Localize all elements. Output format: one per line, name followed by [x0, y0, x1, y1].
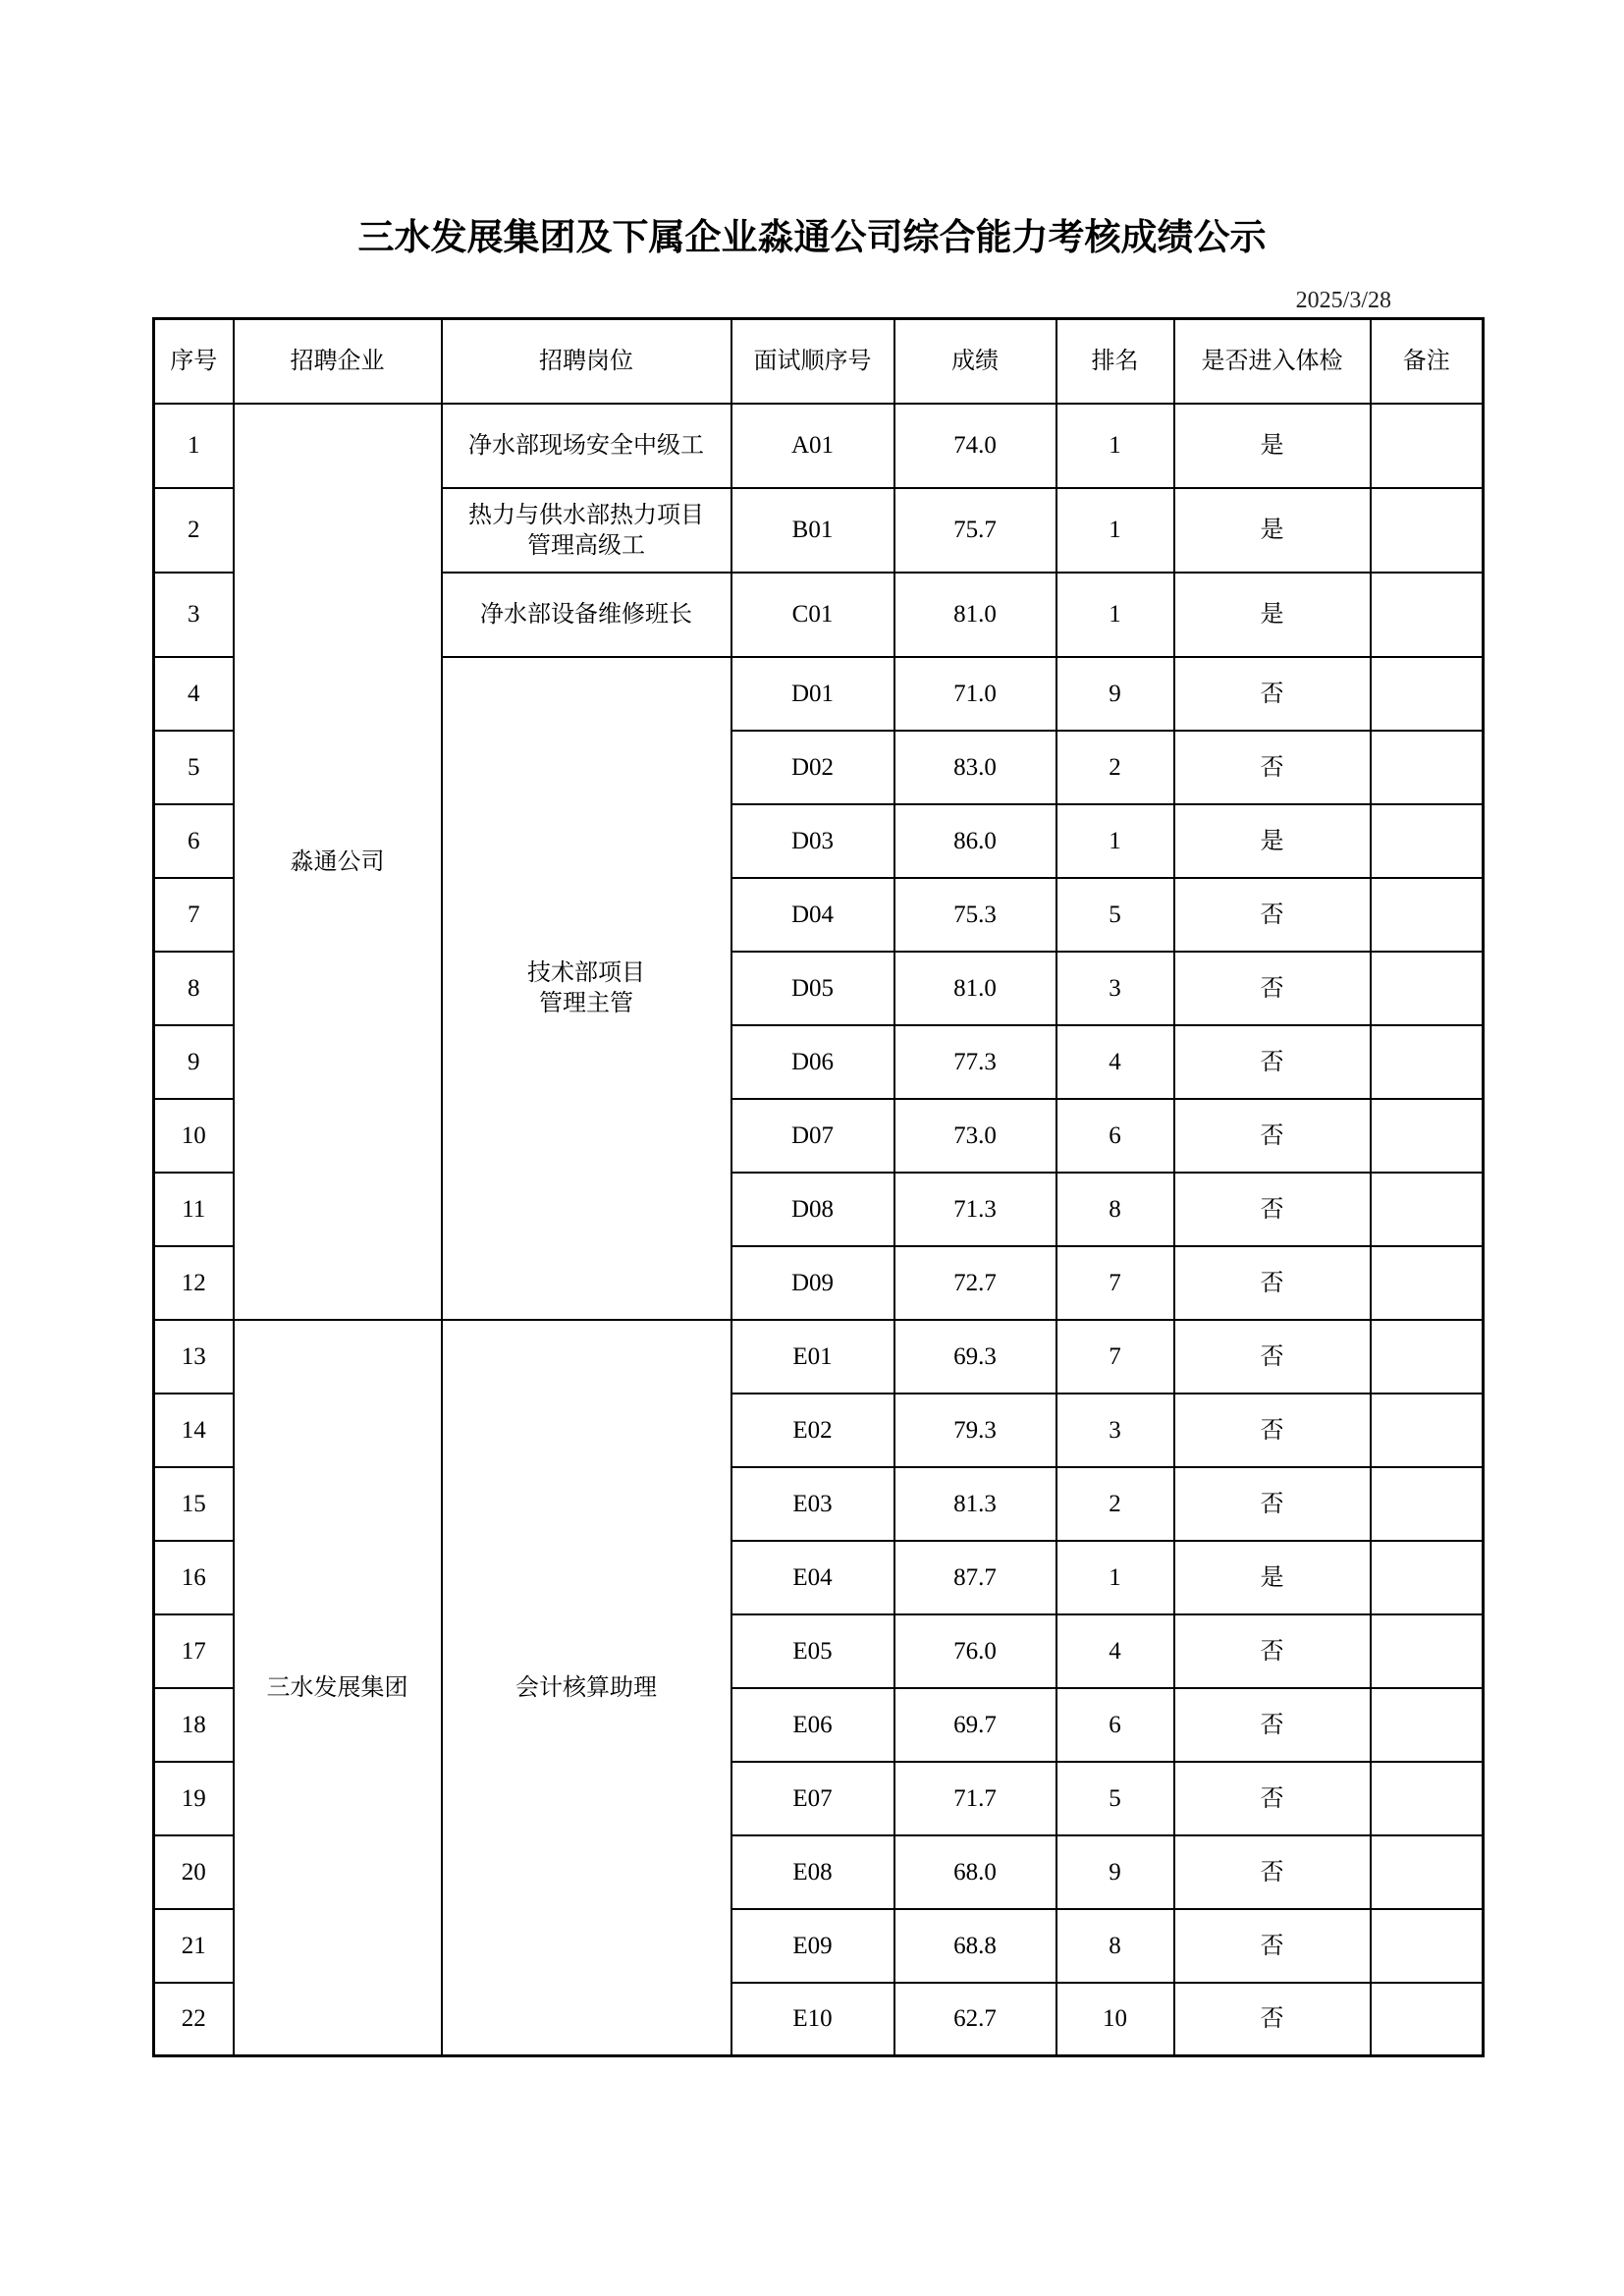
document-title: 三水发展集团及下属企业淼通公司综合能力考核成绩公示: [357, 216, 1267, 258]
row-seq-cell: 2: [154, 488, 234, 573]
table-header-row: [154, 319, 1484, 404]
score-cell: 75.7: [894, 488, 1056, 573]
score-cell: 73.0: [894, 1099, 1056, 1173]
position-cell: [442, 657, 731, 1320]
position-name: 技术部项目 管理主管: [527, 958, 645, 1016]
header-medical-exam: 是否进入体检: [1174, 319, 1371, 404]
header-rank: 排名: [1056, 319, 1174, 404]
header-company: 招聘企业: [234, 319, 442, 404]
remarks-cell: [1371, 1909, 1484, 1983]
position-cell: [442, 1320, 731, 2056]
interview-order-cell: C01: [731, 573, 894, 657]
interview-order-cell: E08: [731, 1835, 894, 1909]
remarks-cell: [1371, 1983, 1484, 2056]
medical-exam-cell: 是: [1174, 1541, 1371, 1614]
score-cell: 74.0: [894, 404, 1056, 488]
score-cell: 68.8: [894, 1909, 1056, 1983]
medical-exam-cell: 是: [1174, 804, 1371, 878]
rank-cell: 9: [1056, 657, 1174, 731]
position-cell: [442, 573, 731, 657]
rank-cell: 3: [1056, 1394, 1174, 1467]
medical-exam-cell: 是: [1174, 404, 1371, 488]
remarks-cell: [1371, 1688, 1484, 1762]
row-seq-cell: 4: [154, 657, 234, 731]
rank-cell: 1: [1056, 404, 1174, 488]
remarks-cell: [1371, 804, 1484, 878]
remarks-cell: [1371, 488, 1484, 573]
row-seq-cell: 3: [154, 573, 234, 657]
row-seq-cell: 9: [154, 1025, 234, 1099]
remarks-cell: [1371, 1320, 1484, 1394]
rank-cell: 4: [1056, 1025, 1174, 1099]
row-seq-cell: 14: [154, 1394, 234, 1467]
table-row: [154, 1320, 1484, 1394]
interview-order-cell: E06: [731, 1688, 894, 1762]
row-seq-cell: 21: [154, 1909, 234, 1983]
score-cell: 81.3: [894, 1467, 1056, 1541]
position-name: 净水部设备维修班长: [480, 600, 692, 628]
row-seq-cell: 8: [154, 952, 234, 1025]
document-date: 2025/3/28: [1295, 288, 1391, 313]
remarks-cell: [1371, 1541, 1484, 1614]
medical-exam-cell: 否: [1174, 1173, 1371, 1246]
rank-cell: 4: [1056, 1614, 1174, 1688]
header-position: 招聘岗位: [442, 319, 731, 404]
score-cell: 72.7: [894, 1246, 1056, 1320]
interview-order-cell: D04: [731, 878, 894, 952]
medical-exam-cell: 否: [1174, 1320, 1371, 1394]
rank-cell: 7: [1056, 1320, 1174, 1394]
interview-order-cell: D03: [731, 804, 894, 878]
remarks-cell: [1371, 1025, 1484, 1099]
interview-order-cell: E10: [731, 1983, 894, 2056]
rank-cell: 3: [1056, 952, 1174, 1025]
rank-cell: 7: [1056, 1246, 1174, 1320]
rank-cell: 1: [1056, 804, 1174, 878]
interview-order-cell: D07: [731, 1099, 894, 1173]
medical-exam-cell: 否: [1174, 952, 1371, 1025]
score-cell: 81.0: [894, 573, 1056, 657]
remarks-cell: [1371, 1099, 1484, 1173]
row-seq-cell: 18: [154, 1688, 234, 1762]
company-cell: [234, 404, 442, 1320]
row-seq-cell: 22: [154, 1983, 234, 2056]
medical-exam-cell: 否: [1174, 731, 1371, 804]
remarks-cell: [1371, 1467, 1484, 1541]
score-cell: 62.7: [894, 1983, 1056, 2056]
interview-order-cell: E01: [731, 1320, 894, 1394]
row-seq-cell: 5: [154, 731, 234, 804]
score-cell: 71.7: [894, 1762, 1056, 1835]
remarks-cell: [1371, 1246, 1484, 1320]
medical-exam-cell: 否: [1174, 1099, 1371, 1173]
header-seq: 序号: [154, 319, 234, 404]
medical-exam-cell: 否: [1174, 1835, 1371, 1909]
score-cell: 79.3: [894, 1394, 1056, 1467]
interview-order-cell: D06: [731, 1025, 894, 1099]
position-cell: [442, 404, 731, 488]
rank-cell: 5: [1056, 1762, 1174, 1835]
remarks-cell: [1371, 657, 1484, 731]
interview-order-cell: E09: [731, 1909, 894, 1983]
interview-order-cell: E07: [731, 1762, 894, 1835]
company-name: 三水发展集团: [266, 1672, 408, 1701]
medical-exam-cell: 否: [1174, 878, 1371, 952]
interview-order-cell: D05: [731, 952, 894, 1025]
rank-cell: 1: [1056, 1541, 1174, 1614]
remarks-cell: [1371, 1614, 1484, 1688]
header-remarks: 备注: [1371, 319, 1484, 404]
table-row: [154, 404, 1484, 488]
interview-order-cell: A01: [731, 404, 894, 488]
medical-exam-cell: 是: [1174, 488, 1371, 573]
score-cell: 75.3: [894, 878, 1056, 952]
score-cell: 71.3: [894, 1173, 1056, 1246]
score-cell: 76.0: [894, 1614, 1056, 1688]
interview-order-cell: D09: [731, 1246, 894, 1320]
remarks-cell: [1371, 731, 1484, 804]
medical-exam-cell: 否: [1174, 1762, 1371, 1835]
medical-exam-cell: 否: [1174, 1246, 1371, 1320]
interview-order-cell: B01: [731, 488, 894, 573]
rank-cell: 8: [1056, 1909, 1174, 1983]
remarks-cell: [1371, 573, 1484, 657]
score-cell: 69.3: [894, 1320, 1056, 1394]
row-seq-cell: 6: [154, 804, 234, 878]
score-cell: 69.7: [894, 1688, 1056, 1762]
interview-order-cell: E03: [731, 1467, 894, 1541]
rank-cell: 6: [1056, 1099, 1174, 1173]
header-score: 成绩: [894, 319, 1056, 404]
rank-cell: 2: [1056, 731, 1174, 804]
score-cell: 83.0: [894, 731, 1056, 804]
remarks-cell: [1371, 1762, 1484, 1835]
remarks-cell: [1371, 404, 1484, 488]
medical-exam-cell: 否: [1174, 1688, 1371, 1762]
interview-order-cell: E05: [731, 1614, 894, 1688]
interview-order-cell: D08: [731, 1173, 894, 1246]
rank-cell: 5: [1056, 878, 1174, 952]
position-cell: [442, 488, 731, 573]
row-seq-cell: 7: [154, 878, 234, 952]
medical-exam-cell: 是: [1174, 573, 1371, 657]
medical-exam-cell: 否: [1174, 1983, 1371, 2056]
row-seq-cell: 1: [154, 404, 234, 488]
remarks-cell: [1371, 1173, 1484, 1246]
header-interview-order: 面试顺序号: [731, 319, 894, 404]
remarks-cell: [1371, 1835, 1484, 1909]
company-name: 淼通公司: [290, 847, 385, 875]
score-cell: 87.7: [894, 1541, 1056, 1614]
results-body: [154, 404, 1484, 2056]
remarks-cell: [1371, 952, 1484, 1025]
score-cell: 77.3: [894, 1025, 1056, 1099]
interview-order-cell: D02: [731, 731, 894, 804]
rank-cell: 8: [1056, 1173, 1174, 1246]
row-seq-cell: 10: [154, 1099, 234, 1173]
score-cell: 68.0: [894, 1835, 1056, 1909]
results-table: [152, 317, 1485, 2057]
rank-cell: 6: [1056, 1688, 1174, 1762]
rank-cell: 10: [1056, 1983, 1174, 2056]
medical-exam-cell: 否: [1174, 657, 1371, 731]
score-cell: 71.0: [894, 657, 1056, 731]
row-seq-cell: 15: [154, 1467, 234, 1541]
medical-exam-cell: 否: [1174, 1025, 1371, 1099]
row-seq-cell: 20: [154, 1835, 234, 1909]
rank-cell: 2: [1056, 1467, 1174, 1541]
row-seq-cell: 11: [154, 1173, 234, 1246]
interview-order-cell: E02: [731, 1394, 894, 1467]
row-seq-cell: 19: [154, 1762, 234, 1835]
interview-order-cell: D01: [731, 657, 894, 731]
medical-exam-cell: 否: [1174, 1909, 1371, 1983]
row-seq-cell: 13: [154, 1320, 234, 1394]
company-cell: [234, 1320, 442, 2056]
interview-order-cell: E04: [731, 1541, 894, 1614]
position-name: 热力与供水部热力项目 管理高级工: [468, 500, 704, 559]
row-seq-cell: 12: [154, 1246, 234, 1320]
remarks-cell: [1371, 1394, 1484, 1467]
rank-cell: 1: [1056, 573, 1174, 657]
score-cell: 86.0: [894, 804, 1056, 878]
medical-exam-cell: 否: [1174, 1614, 1371, 1688]
medical-exam-cell: 否: [1174, 1394, 1371, 1467]
row-seq-cell: 17: [154, 1614, 234, 1688]
position-name: 会计核算助理: [515, 1672, 657, 1701]
rank-cell: 9: [1056, 1835, 1174, 1909]
score-cell: 81.0: [894, 952, 1056, 1025]
medical-exam-cell: 否: [1174, 1467, 1371, 1541]
remarks-cell: [1371, 878, 1484, 952]
rank-cell: 1: [1056, 488, 1174, 573]
row-seq-cell: 16: [154, 1541, 234, 1614]
position-name: 净水部现场安全中级工: [468, 431, 704, 459]
